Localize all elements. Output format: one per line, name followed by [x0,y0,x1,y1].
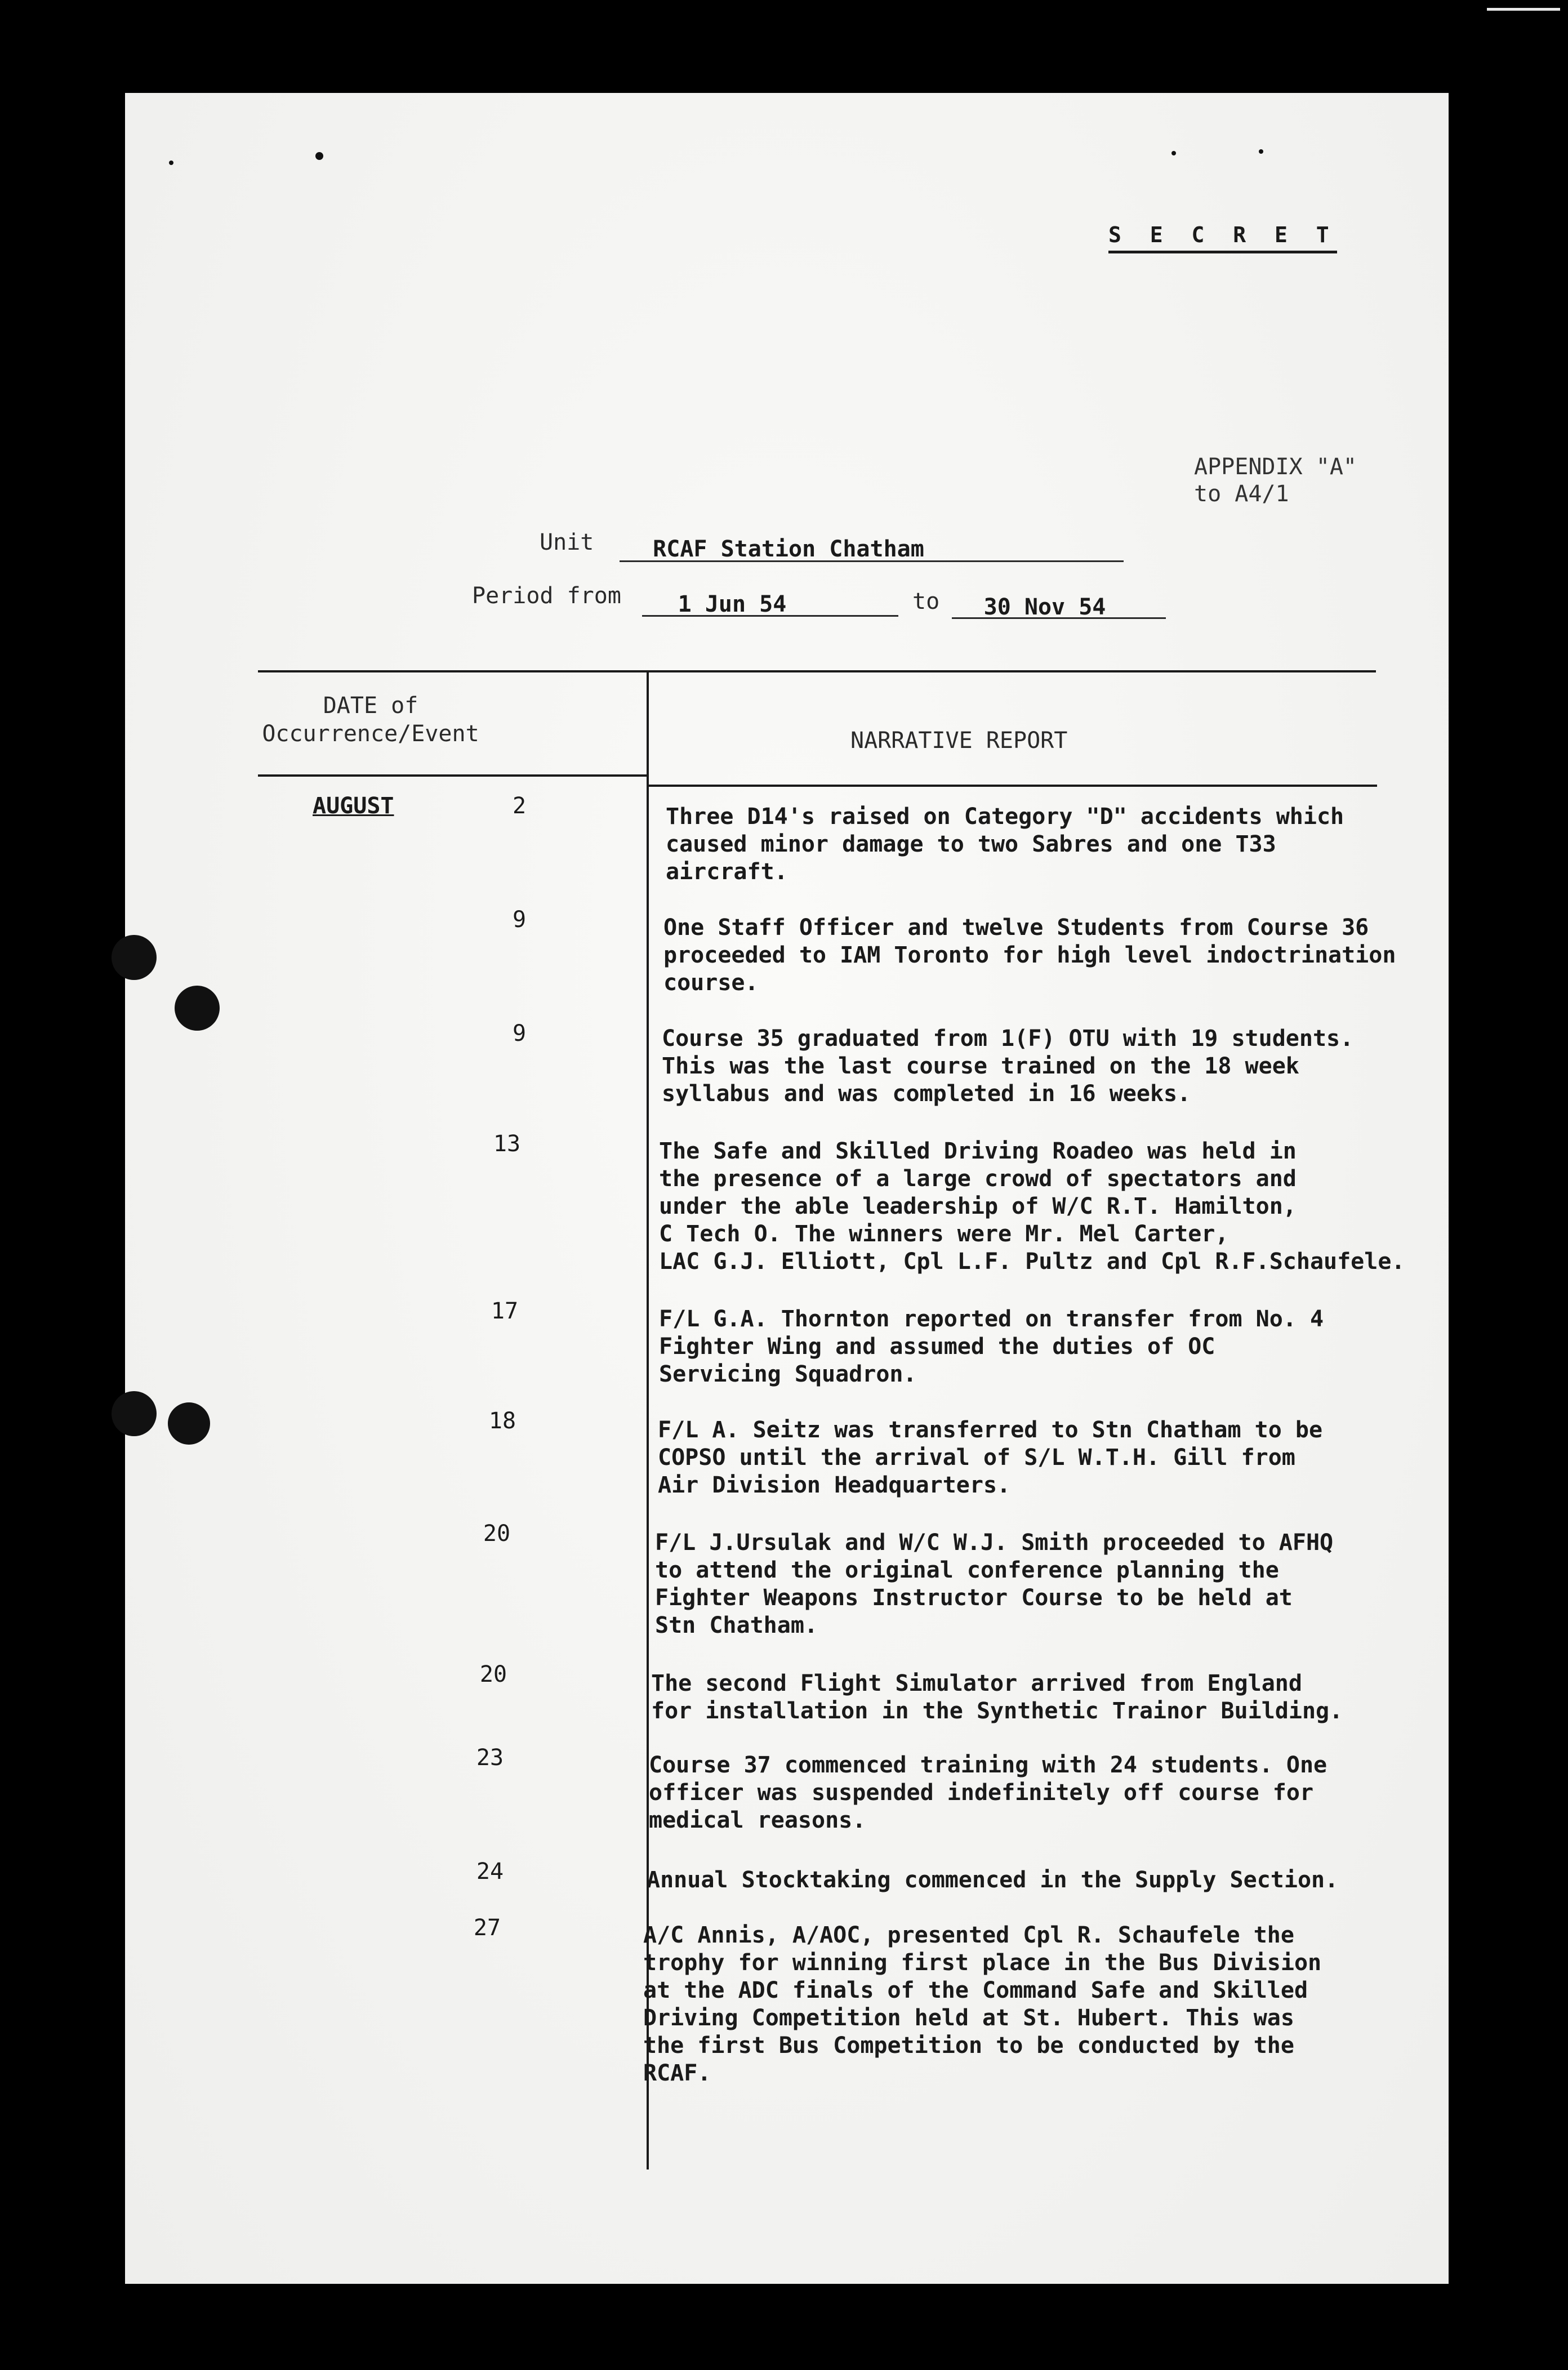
entry-day: 9 [512,907,527,933]
punch-hole [168,1402,210,1445]
appendix-line-2: to A4/1 [1194,481,1289,507]
entry-text: Three D14's raised on Category "D" accidents which caused minor damage to two Sabres and one T33 aircraft. [666,804,1344,885]
entry-day: 18 [488,1408,516,1434]
scan-speck [315,152,323,160]
unit-label: Unit [540,529,594,555]
entry-day: 20 [483,1521,511,1547]
entry-day: 24 [476,1859,504,1885]
classification-stamp: S E C R E T [1108,222,1337,253]
scan-speck [1171,151,1176,155]
punch-hole [112,1391,157,1436]
period-to-label: to [912,589,940,614]
entry-text: F/L A. Seitz was transferred to Stn Chatham to be COPSO until the arrival of S/L W.T.H. Gill from Air Division Headquarters. [658,1417,1323,1498]
entry-day: 17 [491,1298,519,1324]
entry-text: A/C Annis, A/AOC, presented Cpl R. Schaufele the trophy for winning first place in the Bus Division at the ADC finals of the Command Safe and Skilled Driving Competition held at St. Hubert. This was the first Bus Competition to be conducted by the RCAF. [643,1922,1322,2086]
entry-day: 23 [476,1745,504,1771]
entry-text: Course 35 graduated from 1(F) OTU with 19 students. This was the last course trained on the 18 week syllabus and was completed in 16 weeks. [662,1026,1354,1107]
entry-day: 27 [473,1915,501,1941]
entry-day: 20 [479,1661,507,1687]
narrative-column-header: NARRATIVE REPORT [850,728,1068,754]
entry-day: 2 [512,793,527,819]
entry-text: The second Flight Simulator arrived from England for installation in the Synthetic Trainor Building. [651,1670,1343,1724]
appendix-reference [1194,453,1357,507]
table-top-rule [258,670,1376,672]
entry-text: Course 37 commenced training with 24 students. One officer was suspended indefinitely off course for medical reasons. [649,1752,1328,1833]
period-to-value: 30 Nov 54 [983,594,1106,620]
entry-text: One Staff Officer and twelve Students from Course 36 proceeded to IAM Toronto for high level indoctrination course. [663,915,1396,996]
entry-text: The Safe and Skilled Driving Roadeo was held in the presence of a large crowd of spectators and under the able leadership of W/C R.T. Hamilton, C Tech O. The winners were Mr. Mel Carter, LAC G.J. Elliott, Cpl L.F. Pultz and Cpl R.F.Schaufele. [659,1138,1405,1275]
period-from-value: 1 Jun 54 [678,591,787,617]
film-edge-mark [1487,8,1560,11]
narrative-header-rule [648,785,1377,787]
date-header-rule [258,774,648,777]
scan-speck [169,161,173,165]
punch-hole [175,986,220,1031]
appendix-line-1: APPENDIX "A" [1194,454,1357,480]
unit-value: RCAF Station Chatham [653,536,924,562]
punch-hole [112,935,157,980]
date-column-header: DATE of Occurrence/Event [262,693,479,747]
entry-day: 9 [512,1021,527,1046]
scan-speck [1259,149,1263,154]
period-from-label: Period from [472,583,621,609]
entry-text: Annual Stocktaking commenced in the Supply Section. [647,1867,1339,1893]
entry-text: F/L G.A. Thornton reported on transfer from No. 4 Fighter Wing and assumed the duties of OC Servicing Squadron. [659,1306,1324,1387]
entry-day: 13 [493,1131,521,1157]
entry-text: F/L J.Ursulak and W/C W.J. Smith proceeded to AFHQ to attend the original conference planning the Fighter Weapons Instructor Course to be held at Stn Chatham. [655,1530,1334,1638]
month-label: AUGUST [313,793,394,819]
